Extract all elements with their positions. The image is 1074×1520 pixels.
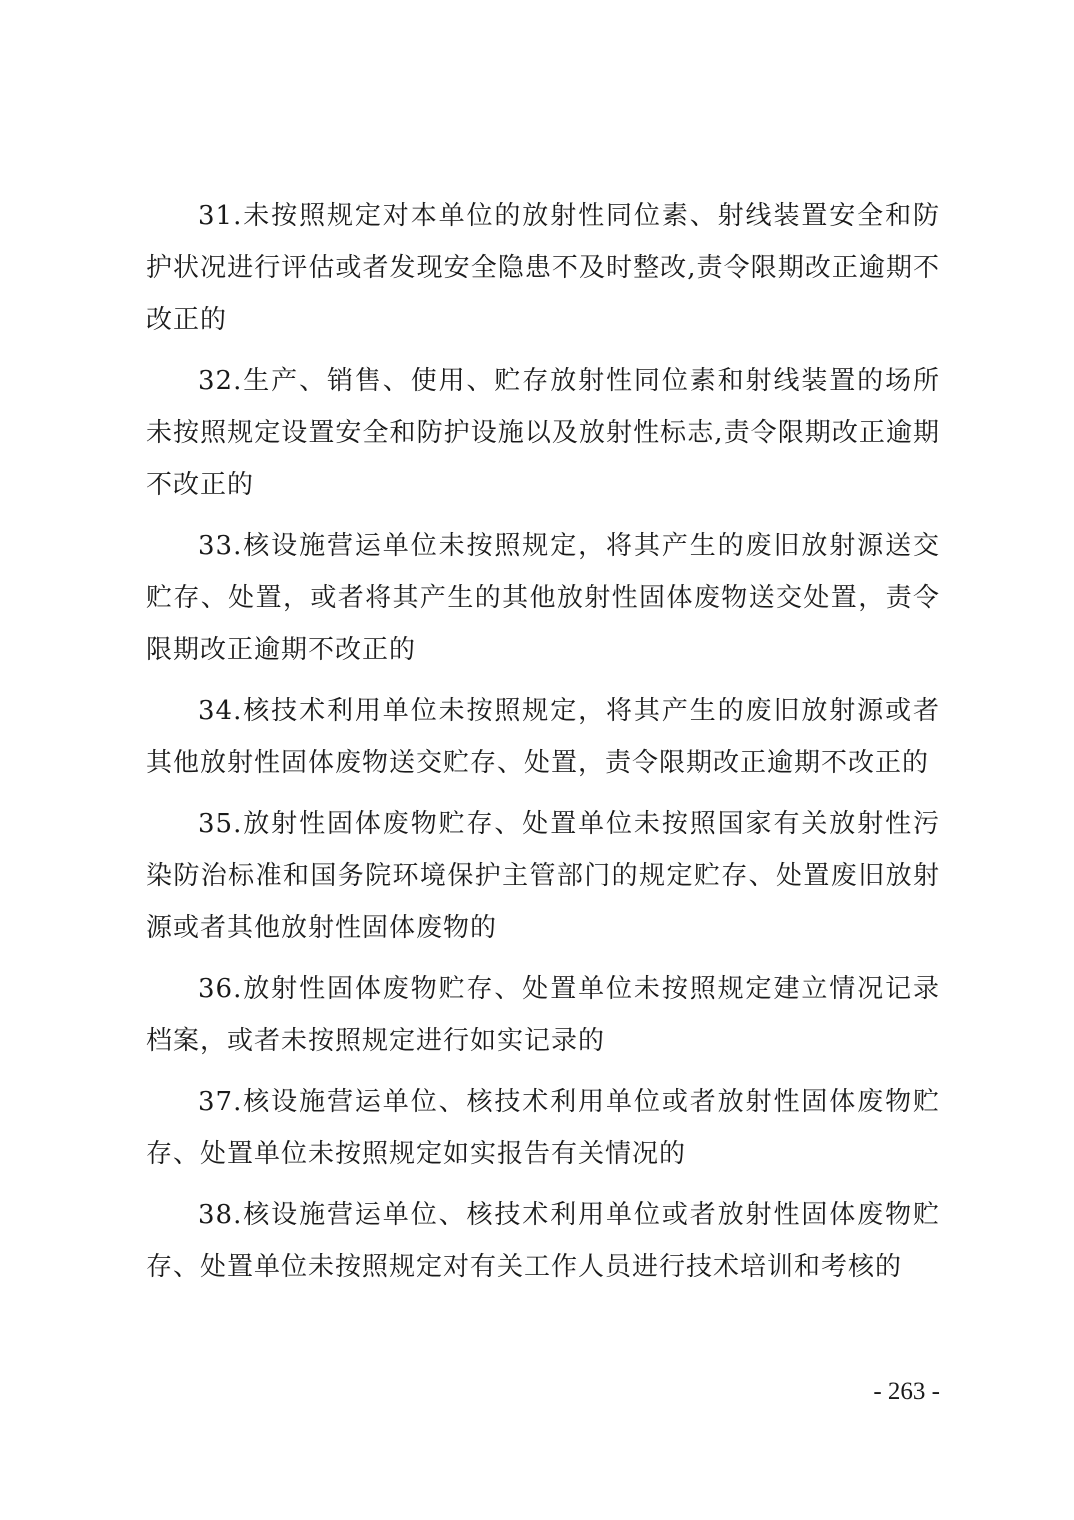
page-number: - 263 - [873,1378,940,1405]
paragraph-item-35: 35.放射性固体废物贮存、处置单位未按照国家有关放射性污染防治标准和国务院环境保护主管部门的规定贮存、处置废旧放射源或者其他放射性固体废物的 [146,809,940,943]
paragraph-item-36: 36.放射性固体废物贮存、处置单位未按照规定建立情况记录档案，或者未按照规定进行如实记录的 [146,974,940,1056]
paragraph-item-34: 34.核技术利用单位未按照规定，将其产生的废旧放射源或者其他放射性固体废物送交贮存、处置，责令限期改正逾期不改正的 [146,696,940,778]
paragraph-item-37: 37.核设施营运单位、核技术利用单位或者放射性固体废物贮存、处置单位未按照规定如实报告有关情况的 [146,1087,940,1169]
paragraph-item-38: 38.核设施营运单位、核技术利用单位或者放射性固体废物贮存、处置单位未按照规定对有关工作人员进行技术培训和考核的 [146,1200,940,1282]
paragraph-item-32: 32.生产、销售、使用、贮存放射性同位素和射线装置的场所未按照规定设置安全和防护设施以及放射性标志,责令限期改正逾期不改正的 [146,366,940,500]
paragraph-item-31: 31.未按照规定对本单位的放射性同位素、射线装置安全和防护状况进行评估或者发现安全隐患不及时整改,责令限期改正逾期不改正的 [146,201,940,335]
document-body [146,190,940,1302]
paragraph-item-33: 33.核设施营运单位未按照规定，将其产生的废旧放射源送交贮存、处置，或者将其产生的其他放射性固体废物送交处置，责令限期改正逾期不改正的 [146,531,940,665]
